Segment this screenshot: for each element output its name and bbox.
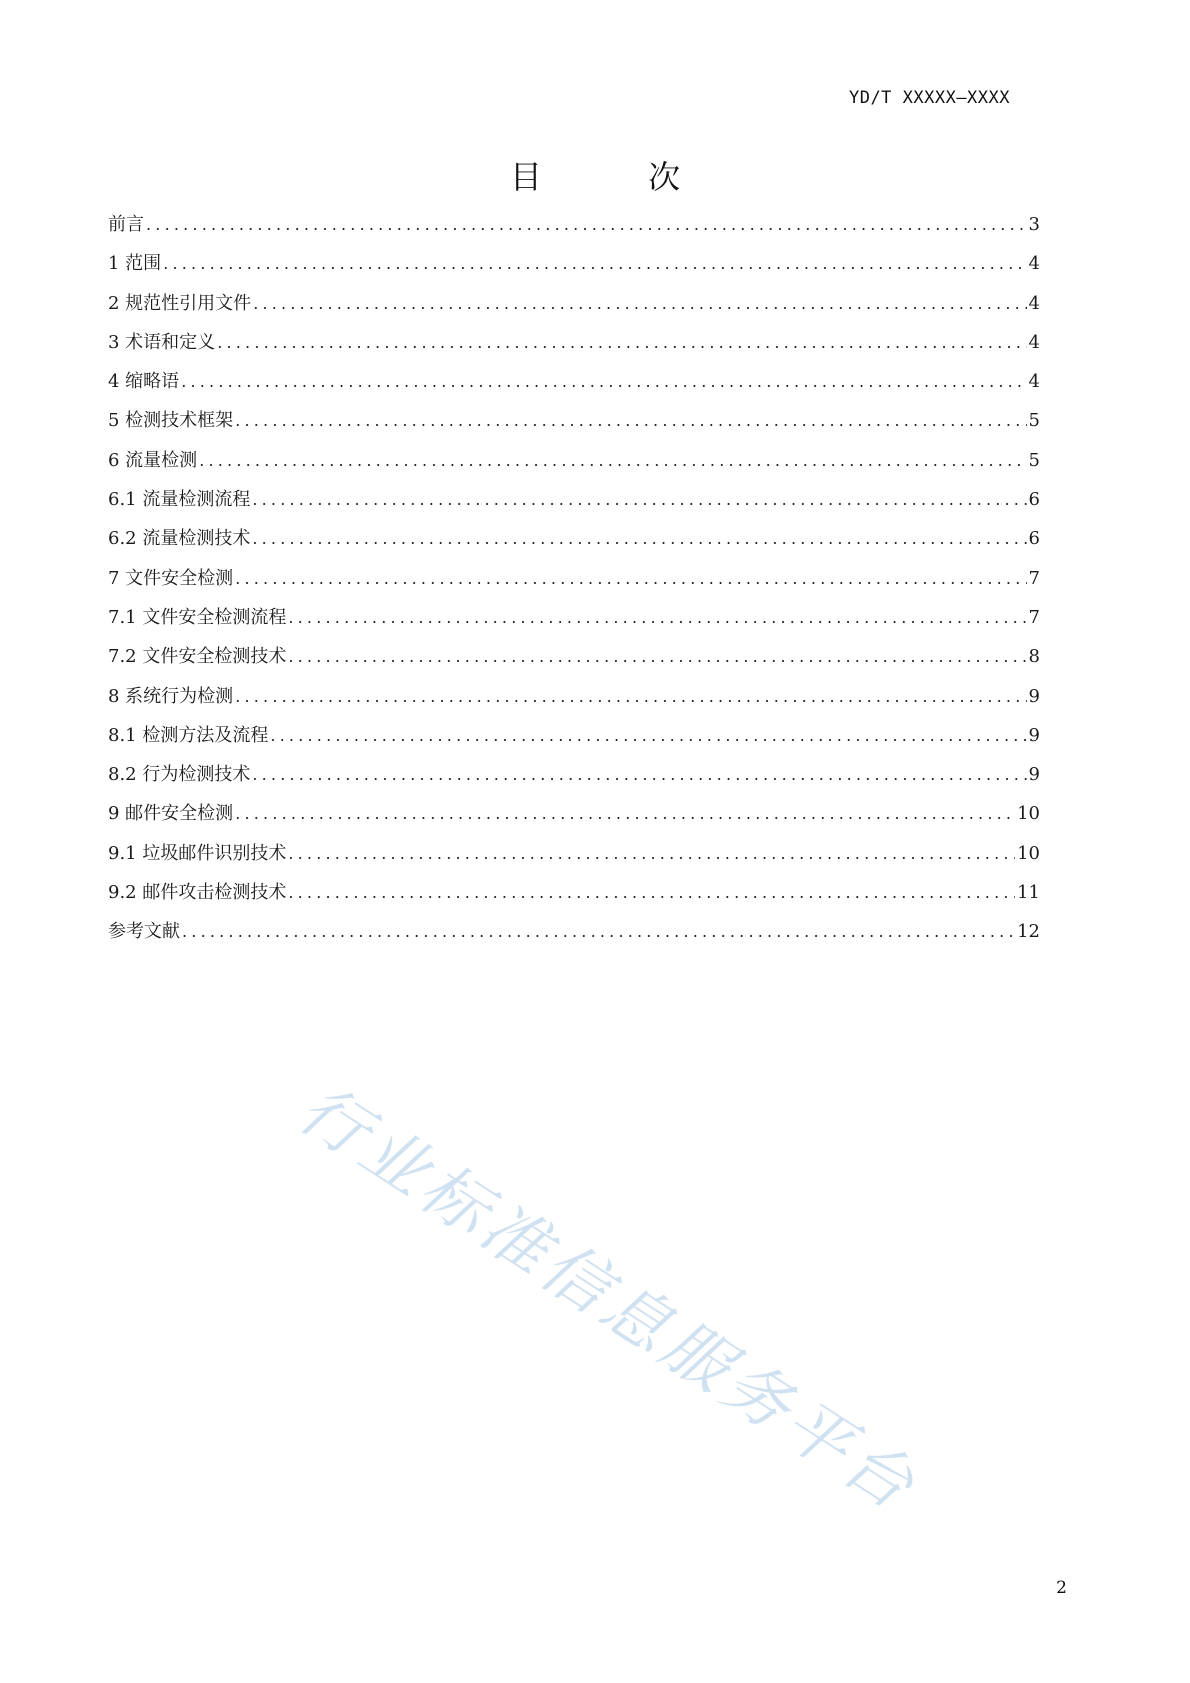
toc-entry-file-security[interactable]: [108, 567, 1040, 606]
toc-entry-page: 11: [1017, 882, 1040, 904]
page-number: 2: [1056, 1578, 1067, 1598]
toc-entry-label: 8.1 检测方法及流程: [108, 724, 269, 746]
toc-entry-page: 9: [1028, 724, 1040, 746]
toc-dot-leader: [235, 567, 1026, 591]
toc-entry-traffic-process[interactable]: [108, 488, 1040, 527]
toc-entry-label: 前言: [108, 214, 144, 235]
toc-dot-leader: [288, 881, 1015, 905]
toc-entry-page: 4: [1028, 292, 1040, 314]
toc-entry-framework[interactable]: [108, 409, 1040, 448]
toc-entry-file-process[interactable]: [108, 606, 1040, 645]
toc-entry-page: 5: [1028, 449, 1040, 471]
toc-entry-page: 12: [1017, 921, 1040, 943]
toc-dot-leader: [288, 606, 1026, 630]
toc-entry-label: 9.1 垃圾邮件识别技术: [108, 842, 287, 864]
toc-entry-page: 6: [1028, 489, 1040, 511]
watermark-text: 行业标准信息服务平台: [285, 1070, 932, 1527]
toc-entry-page: 10: [1017, 842, 1040, 864]
table-of-contents: [108, 213, 1040, 960]
document-code: YD/T XXXXX—XXXX: [848, 88, 1010, 108]
toc-dot-leader: [252, 763, 1026, 787]
toc-dot-leader: [146, 213, 1027, 237]
toc-entry-terms[interactable]: [108, 331, 1040, 370]
toc-entry-spam-recognition[interactable]: [108, 842, 1040, 881]
toc-entry-foreword[interactable]: [108, 213, 1040, 252]
toc-entry-behavior-tech[interactable]: [108, 763, 1040, 802]
toc-dot-leader: [288, 842, 1015, 866]
toc-entry-label: 参考文献: [108, 921, 180, 943]
toc-entry-label: 6.1 流量检测流程: [108, 489, 251, 511]
toc-dot-leader: [235, 802, 1015, 826]
toc-entry-mail-attack[interactable]: [108, 881, 1040, 920]
toc-entry-page: 10: [1017, 803, 1040, 825]
toc-dot-leader: [288, 645, 1026, 669]
toc-dot-leader: [235, 685, 1026, 709]
toc-dot-leader: [253, 292, 1026, 316]
toc-entry-traffic-detection[interactable]: [108, 449, 1040, 488]
toc-entry-page: 6: [1028, 528, 1040, 550]
toc-entry-label: 2 规范性引用文件: [108, 292, 252, 314]
toc-entry-page: 4: [1028, 371, 1040, 393]
toc-entry-label: 6.2 流量检测技术: [108, 528, 251, 550]
toc-entry-page: 4: [1028, 331, 1040, 353]
toc-entry-label: 8 系统行为检测: [108, 685, 234, 707]
toc-entry-label: 4 缩略语: [108, 371, 180, 393]
toc-dot-leader: [252, 527, 1026, 551]
toc-entry-label: 7 文件安全检测: [108, 567, 234, 589]
toc-dot-leader: [270, 724, 1026, 748]
toc-entry-label: 9 邮件安全检测: [108, 803, 234, 825]
toc-dot-leader: [182, 920, 1015, 944]
toc-entry-page: 4: [1028, 253, 1040, 275]
toc-entry-behavior-method[interactable]: [108, 724, 1040, 763]
toc-entry-label: 6 流量检测: [108, 449, 198, 471]
toc-entry-scope[interactable]: [108, 252, 1040, 291]
toc-entry-label: 8.2 行为检测技术: [108, 764, 251, 786]
toc-entry-page: 3: [1028, 214, 1040, 235]
toc-entry-file-tech[interactable]: [108, 645, 1040, 684]
toc-dot-leader: [235, 409, 1026, 433]
toc-entry-behavior-detection[interactable]: [108, 685, 1040, 724]
toc-entry-normative-references[interactable]: [108, 292, 1040, 331]
toc-entry-label: 3 术语和定义: [108, 331, 216, 353]
toc-entry-label: 7.1 文件安全检测流程: [108, 606, 287, 628]
toc-entry-page: 7: [1028, 567, 1040, 589]
toc-entry-page: 8: [1028, 646, 1040, 668]
toc-entry-bibliography[interactable]: [108, 920, 1040, 959]
toc-entry-page: 7: [1028, 606, 1040, 628]
toc-entry-page: 9: [1028, 764, 1040, 786]
toc-entry-label: 5 检测技术框架: [108, 410, 234, 432]
toc-entry-label: 1 范围: [108, 253, 162, 275]
toc-entry-abbreviations[interactable]: [108, 370, 1040, 409]
toc-entry-traffic-tech[interactable]: [108, 527, 1040, 566]
toc-dot-leader: [181, 370, 1026, 394]
toc-entry-page: 5: [1028, 410, 1040, 432]
toc-entry-page: 9: [1028, 685, 1040, 707]
toc-dot-leader: [252, 488, 1026, 512]
toc-dot-leader: [163, 252, 1026, 276]
toc-entry-mail-security[interactable]: [108, 802, 1040, 841]
toc-dot-leader: [217, 331, 1026, 355]
toc-entry-label: 9.2 邮件攻击检测技术: [108, 882, 287, 904]
toc-entry-label: 7.2 文件安全检测技术: [108, 646, 287, 668]
toc-dot-leader: [199, 449, 1026, 473]
toc-title: 目 次: [509, 158, 729, 196]
